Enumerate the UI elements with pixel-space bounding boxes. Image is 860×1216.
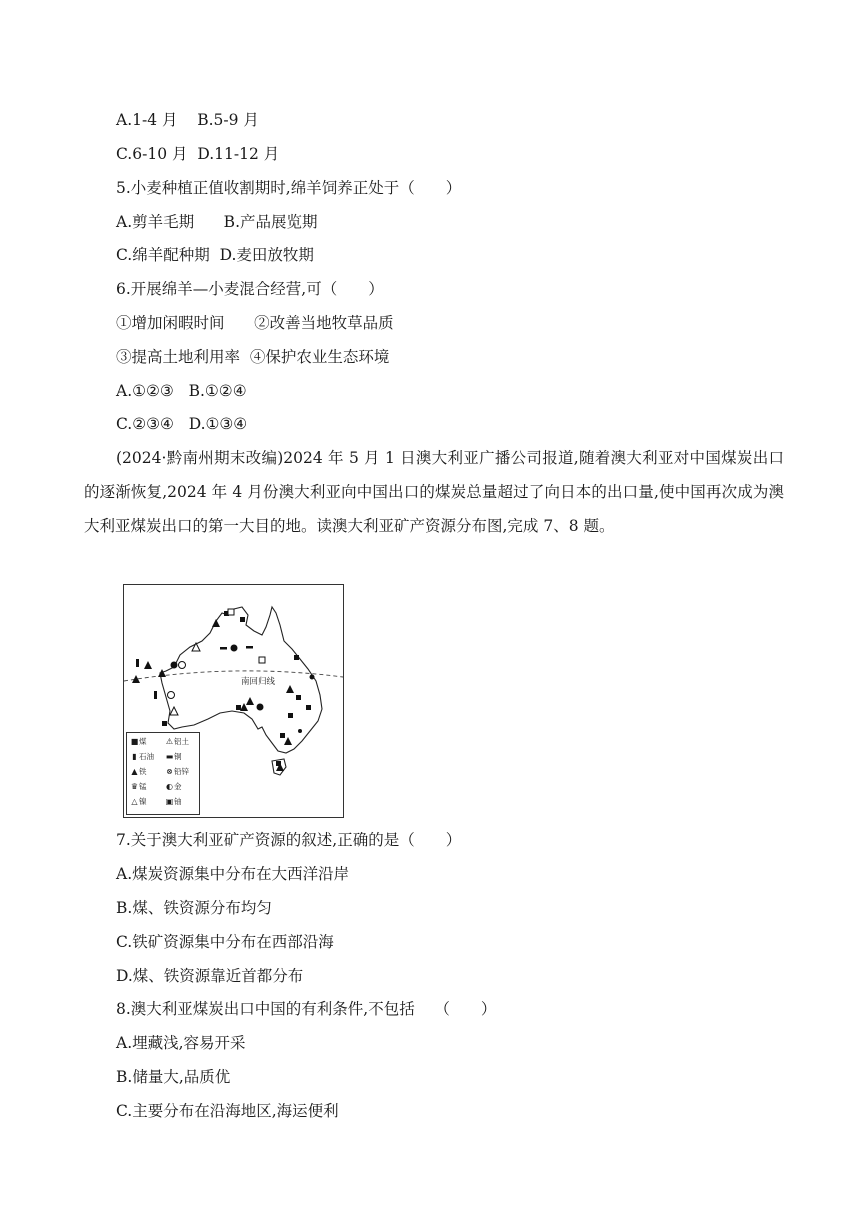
lead-zinc-icon: ⊗ <box>166 767 173 776</box>
iron-icon: ▲ <box>131 767 138 776</box>
q7-stem: 7.关于澳大利亚矿产资源的叙述,正确的是（ ） <box>116 831 462 849</box>
nickel-icon: △ <box>131 797 138 806</box>
legend-item-uranium <box>165 796 182 807</box>
q8-option-b: B.储量大,品质优 <box>116 1068 231 1086</box>
legend-label: 铀 <box>174 797 182 806</box>
legend-item-iron <box>130 766 147 777</box>
q6-stem: 6.开展绵羊—小麦混合经营,可（ ） <box>116 280 384 298</box>
legend-label: 铁 <box>139 767 147 776</box>
legend-label: 锰 <box>139 782 147 791</box>
coal-icon: ■ <box>130 737 139 746</box>
copper-icon: ▬ <box>165 752 174 761</box>
legend-item-oil <box>130 751 154 762</box>
legend-item-coal <box>130 736 147 747</box>
passage-text: (2024·黔南州期末改编)2024 年 5 月 1 日澳大利亚广播公司报道,随着澳大利亚对中国煤炭出口的逐渐恢复,2024 年 4 月份澳大利亚向中国出口的煤炭总量超过了向日本的出口量,使中国再次成为澳大利亚煤炭出口的第一大目的地。读澳大利亚矿产资源分布图,完成 7、8 题。 <box>84 449 784 535</box>
australia-mineral-map <box>123 584 344 818</box>
line-q4-cd: C.6-10 月 D.11-12 月 <box>116 145 280 163</box>
legend-item-bauxite <box>165 736 189 747</box>
reading-passage <box>84 441 784 543</box>
q6-options-ab: A.①②③ B.①②④ <box>116 382 247 400</box>
q7-option-b: B.煤、铁资源分布均匀 <box>116 899 272 917</box>
legend-item-gold <box>165 781 182 792</box>
oil-icon: ▮ <box>132 752 137 761</box>
legend-item-nickel <box>130 796 147 807</box>
legend-label: 铜 <box>174 752 182 761</box>
legend-label: 石油 <box>139 752 154 761</box>
bauxite-icon: ⚠ <box>165 737 174 746</box>
q5-stem: 5.小麦种植正值收割期时,绵羊饲养正处于（ ） <box>116 179 462 197</box>
legend-item-lead-zinc <box>165 766 189 777</box>
q8-option-c: C.主要分布在沿海地区,海运便利 <box>116 1102 339 1120</box>
gold-icon: ◐ <box>166 782 173 791</box>
legend-label: 铅锌 <box>174 767 189 776</box>
q8-option-a: A.埋藏浅,容易开采 <box>116 1034 246 1052</box>
manganese-icon: ♛ <box>130 782 139 791</box>
legend-item-copper <box>165 751 182 762</box>
q6-statements-34: ③提高土地利用率 ④保护农业生态环境 <box>116 348 390 366</box>
line-q4-ab: A.1-4 月 B.5-9 月 <box>116 111 259 129</box>
q5-options-cd: C.绵羊配种期 D.麦田放牧期 <box>116 246 314 264</box>
map-legend <box>126 732 200 815</box>
legend-label: 金 <box>174 782 182 791</box>
legend-label: 镍 <box>139 797 147 806</box>
q8-stem: 8.澳大利亚煤炭出口中国的有利条件,不包括 （ ） <box>116 1000 497 1018</box>
legend-label: 铝土 <box>174 737 189 746</box>
q6-statements-12: ①增加闲暇时间 ②改善当地牧草品质 <box>116 314 394 332</box>
uranium-icon: ▣ <box>165 797 174 806</box>
tropic-of-capricorn-label: 南回归线 <box>241 677 276 687</box>
legend-item-manganese <box>130 781 147 792</box>
q5-options-ab: A.剪羊毛期 B.产品展览期 <box>116 213 318 231</box>
q6-options-cd: C.②③④ D.①③④ <box>116 415 248 433</box>
legend-label: 煤 <box>139 737 147 746</box>
q7-option-c: C.铁矿资源集中分布在西部沿海 <box>116 933 334 951</box>
q7-option-a: A.煤炭资源集中分布在大西洋沿岸 <box>116 865 350 883</box>
q7-option-d: D.煤、铁资源靠近首都分布 <box>116 967 304 985</box>
